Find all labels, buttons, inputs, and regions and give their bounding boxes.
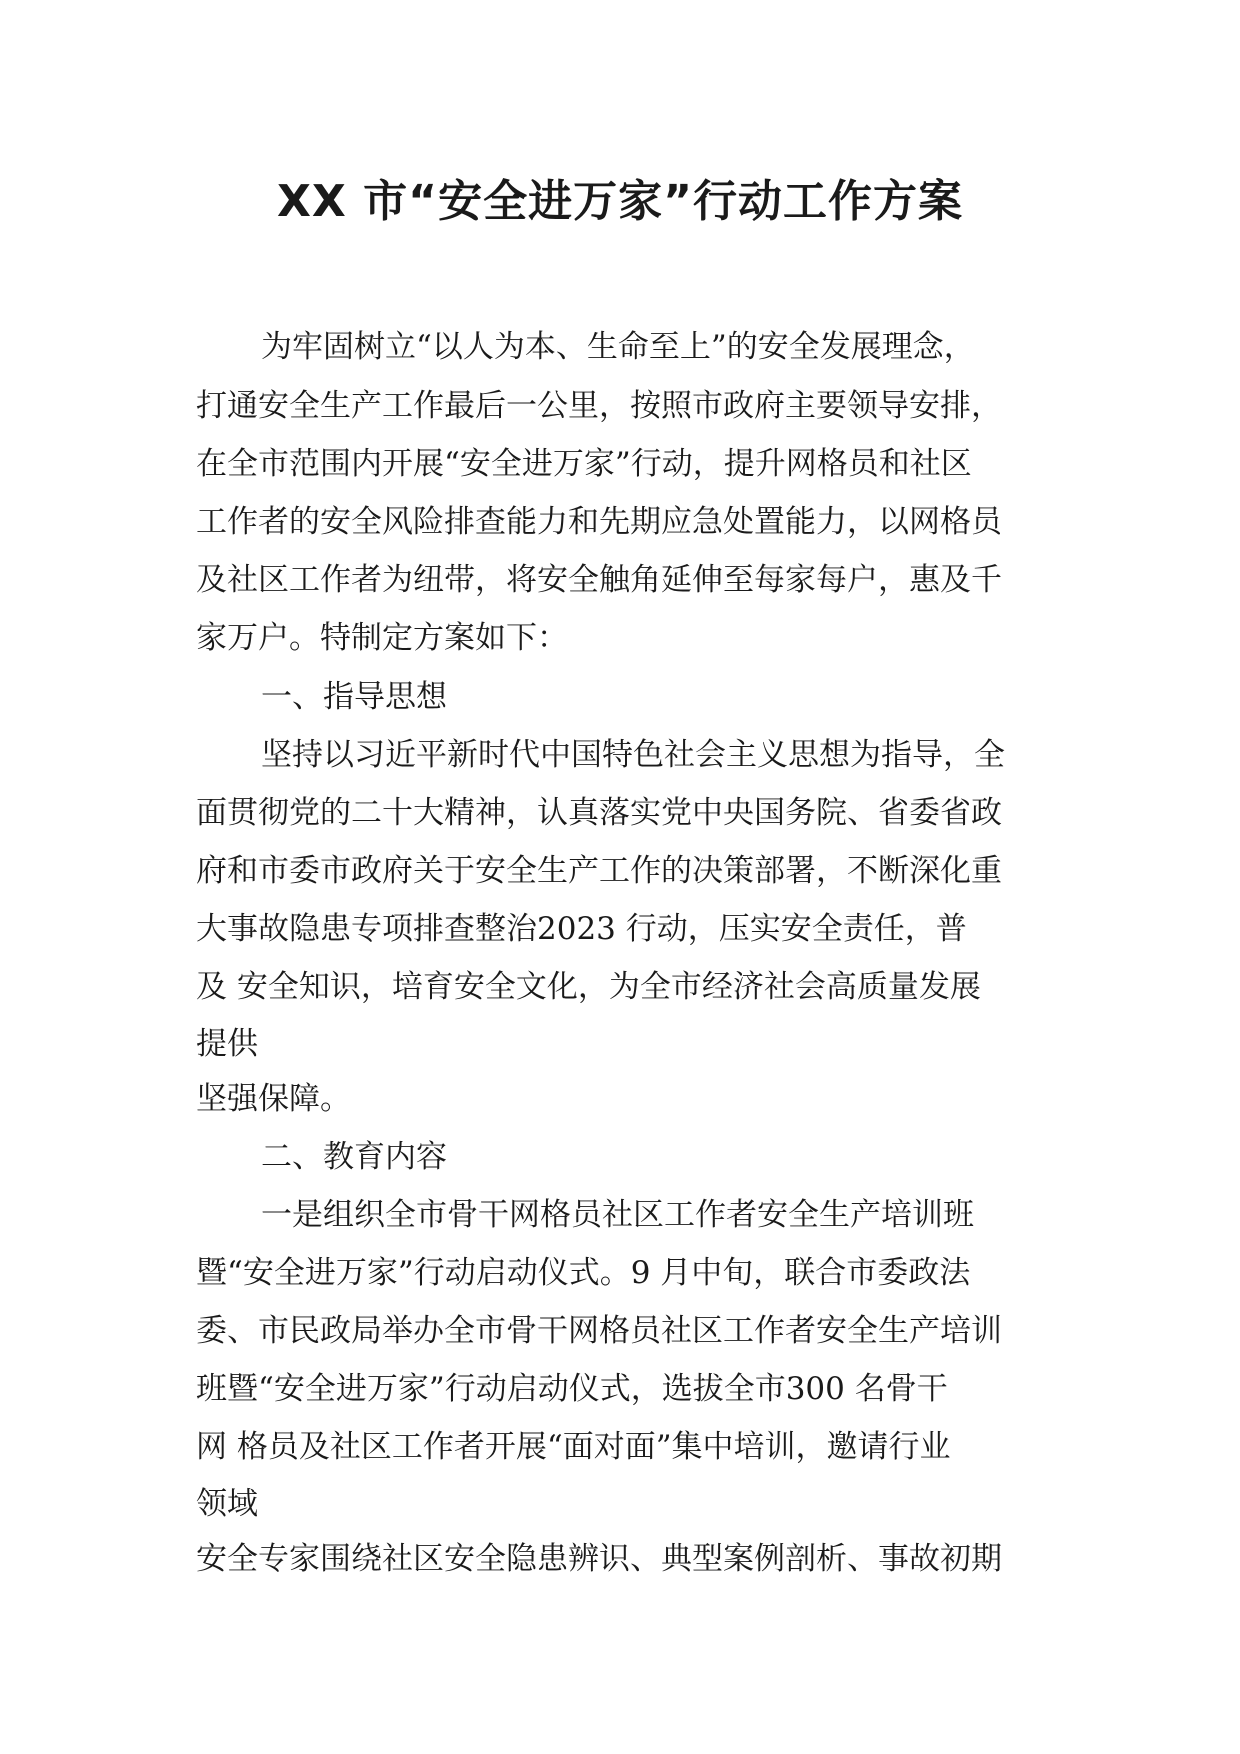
paragraph-line: 领域: [196, 1486, 258, 1522]
paragraph-line: 班暨“安全进万家”行动启动仪式，选拔全市300 名骨干: [196, 1371, 948, 1407]
paragraph-line: 坚强保障。: [196, 1081, 351, 1117]
paragraph-line: 工作者的安全风险排查能力和先期应急处置能力，以网格员: [196, 504, 1002, 540]
paragraph-line: 为牢固树立“以人为本、生命至上”的安全发展理念，: [261, 329, 975, 365]
section-heading-guiding-thought: 一、指导思想: [261, 679, 447, 715]
paragraph-line: 家万户。特制定方案如下：: [196, 620, 568, 656]
paragraph-line: 暨“安全进万家”行动启动仪式。9 月中旬，联合市委政法: [196, 1255, 971, 1291]
paragraph-line: 一是组织全市骨干网格员社区工作者安全生产培训班: [261, 1197, 974, 1233]
paragraph-line: 在全市范围内开展“安全进万家”行动，提升网格员和社区: [196, 446, 972, 482]
paragraph-line: 坚持以习近平新时代中国特色社会主义思想为指导，全: [261, 737, 1005, 773]
paragraph-line: 网 格员及社区工作者开展“面对面”集中培训，邀请行业: [196, 1429, 951, 1465]
paragraph-line: 及社区工作者为纽带，将安全触角延伸至每家每户，惠及千: [196, 562, 1002, 598]
document-title: XX 市“安全进万家”行动工作方案: [276, 176, 963, 227]
paragraph-line: 及 安全知识，培育安全文化，为全市经济社会高质量发展: [196, 969, 981, 1005]
paragraph-line: 面贯彻党的二十大精神，认真落实党中央国务院、省委省政: [196, 795, 1002, 831]
paragraph-line: 大事故隐患专项排查整治2023 行动，压实安全责任，普: [196, 911, 967, 947]
paragraph-line: 打通安全生产工作最后一公里，按照市政府主要领导安排，: [196, 388, 1002, 424]
paragraph-line: 提供: [196, 1026, 258, 1062]
paragraph-line: 委、市民政局举办全市骨干网格员社区工作者安全生产培训: [196, 1313, 1002, 1349]
paragraph-line: 安全专家围绕社区安全隐患辨识、典型案例剖析、事故初期: [196, 1541, 1002, 1577]
section-heading-education-content: 二、教育内容: [261, 1139, 447, 1175]
paragraph-line: 府和市委市政府关于安全生产工作的决策部署，不断深化重: [196, 853, 1002, 889]
